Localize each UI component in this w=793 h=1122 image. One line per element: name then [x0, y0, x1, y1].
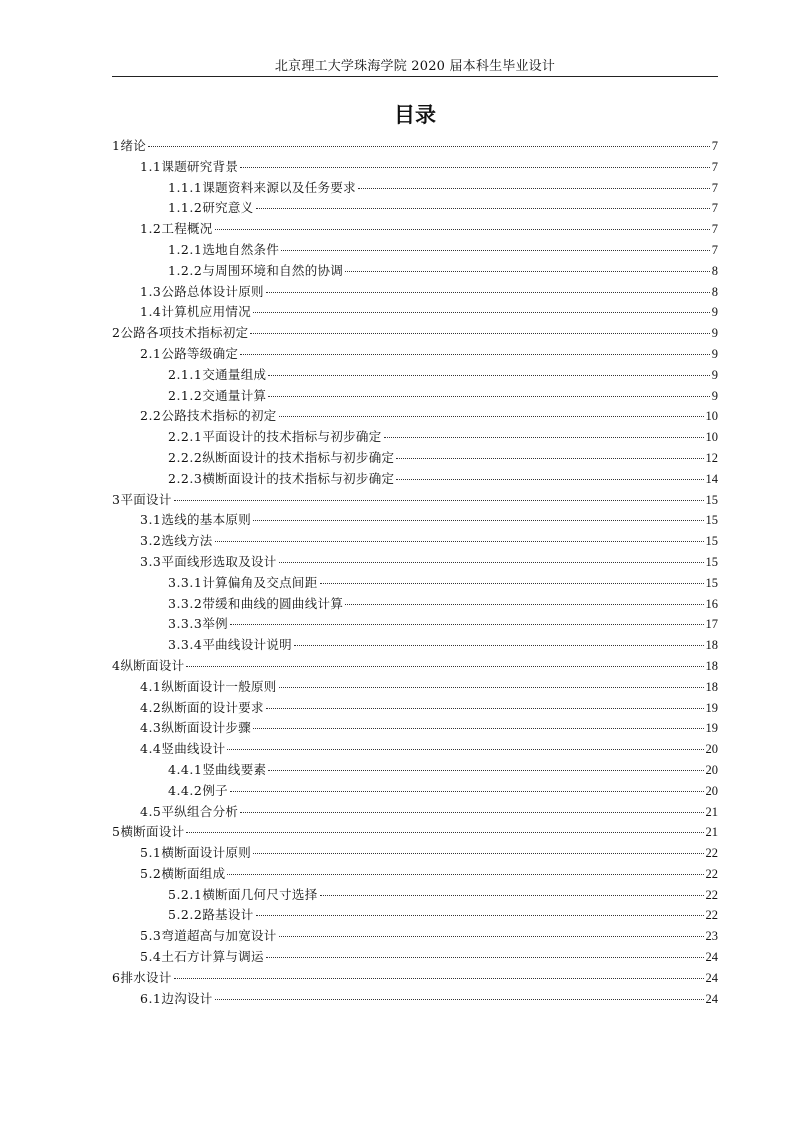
toc-entry[interactable]: [112, 635, 718, 656]
dot-leader: [256, 914, 704, 916]
dot-leader: [345, 270, 710, 272]
toc-entry-number: 5.2.1: [168, 886, 203, 902]
toc-entry-title: 绪论: [120, 138, 147, 153]
toc-entry-number: 1.2.1: [168, 241, 203, 257]
dot-leader: [396, 478, 703, 480]
toc-entry-page-number: 9: [711, 346, 718, 361]
toc-entry-title: 选地自然条件: [202, 241, 280, 257]
toc-entry-page-number: 9: [711, 326, 718, 341]
dot-leader: [266, 291, 710, 293]
toc-entry[interactable]: [112, 926, 718, 947]
toc-entry-title: 路基设计: [202, 907, 254, 923]
dot-leader: [148, 145, 710, 147]
toc-entry[interactable]: [112, 261, 718, 282]
toc-entry-page-number: 15: [705, 575, 718, 590]
toc-entry[interactable]: [112, 552, 718, 573]
toc-entry[interactable]: [112, 677, 718, 698]
toc-entry-number: 1.1.1: [168, 179, 203, 195]
toc-entry-page-number: 16: [705, 596, 718, 611]
dot-leader: [256, 207, 710, 209]
toc-entry-title: 选线的基本原则: [161, 512, 251, 528]
toc-entry-number: 4.3: [140, 720, 162, 736]
toc-entry[interactable]: [112, 573, 718, 594]
toc-entry-number: 2.2.3: [168, 470, 203, 486]
toc-entry-title: 选线方法: [161, 533, 213, 549]
toc-entry-number: 1.1: [140, 158, 162, 174]
dot-leader: [279, 935, 704, 937]
toc-entry-page-number: 7: [711, 180, 718, 195]
toc-entry-number: 5.3: [140, 928, 162, 944]
dot-leader: [396, 457, 703, 459]
toc-entry[interactable]: [112, 136, 718, 157]
toc-entry-page-number: 18: [705, 638, 718, 653]
toc-entry-title: 横断面组成: [161, 865, 226, 881]
dot-leader: [240, 166, 710, 168]
toc-entry-title: 横断面设计原则: [161, 845, 251, 861]
toc-entry-number: 3.3.2: [168, 595, 203, 611]
dot-leader: [253, 852, 704, 854]
toc-entry-number: 3.3: [140, 553, 162, 569]
toc-entry[interactable]: [112, 968, 718, 989]
toc-entry[interactable]: [112, 510, 718, 531]
toc-entry-title: 横断面设计的技术指标与初步确定: [202, 470, 395, 486]
dot-leader: [320, 582, 704, 584]
toc-entry-page-number: 19: [705, 700, 718, 715]
toc-entry[interactable]: [112, 386, 718, 407]
toc-entry-title: 交通量组成: [202, 366, 267, 382]
toc-entry-number: 3.3.4: [168, 637, 203, 653]
toc-entry-title: 工程概况: [161, 221, 213, 237]
toc-entry-number: 2.2.1: [168, 429, 203, 445]
dot-leader: [227, 873, 703, 875]
dot-leader: [240, 811, 703, 813]
toc-entry-number: 4.1: [140, 678, 162, 694]
toc-entry-number: 2.1: [140, 345, 162, 361]
toc-entry-number: 5.2.2: [168, 907, 203, 923]
dot-leader: [240, 353, 710, 355]
toc-title: 目录: [394, 103, 436, 127]
toc-entry-page-number: 22: [705, 887, 718, 902]
toc-entry[interactable]: [112, 219, 718, 240]
dot-leader: [279, 686, 704, 688]
toc-entry-number: 2: [112, 325, 121, 341]
toc-entry-title: 课题资料来源以及任务要求: [202, 179, 356, 195]
toc-entry-page-number: 7: [711, 159, 718, 174]
toc-entry[interactable]: [112, 490, 718, 511]
dot-leader: [250, 332, 709, 334]
toc-entry[interactable]: [112, 802, 718, 823]
toc-entry[interactable]: [112, 531, 718, 552]
toc-entry-title: 举例: [202, 616, 228, 632]
toc-entry-number: 3: [112, 491, 121, 507]
toc-entry-page-number: 8: [711, 263, 718, 278]
toc-entry-title: 弯道超高与加宽设计: [161, 928, 277, 944]
toc-entry-page-number: 10: [705, 409, 718, 424]
toc-entry-number: 3.3.3: [168, 616, 203, 632]
toc-entry-number: 1.2.2: [168, 262, 203, 278]
dot-leader: [186, 831, 703, 833]
dot-leader: [266, 956, 704, 958]
toc-entry-page-number: 15: [705, 534, 718, 549]
toc-entry-title: 竖曲线设计: [161, 741, 226, 757]
toc-entry-page-number: 24: [705, 970, 718, 985]
dot-leader: [174, 499, 704, 501]
toc-entry-number: 6: [112, 969, 121, 985]
toc-entry-page-number: 18: [705, 658, 718, 673]
toc-entry-page-number: 7: [711, 139, 718, 153]
dot-leader: [230, 623, 704, 625]
toc-entry-title: 平纵组合分析: [161, 803, 239, 819]
dot-leader: [266, 707, 704, 709]
toc-entry-title: 纵断面设计步骤: [161, 720, 251, 736]
table-of-contents: [112, 136, 718, 1009]
dot-leader: [345, 603, 703, 605]
toc-entry-page-number: 20: [705, 783, 718, 798]
toc-entry-title: 平曲线设计说明: [202, 637, 292, 653]
toc-entry-number: 5.1: [140, 845, 162, 861]
toc-entry-title: 公路各项技术指标初定: [120, 325, 249, 341]
toc-entry-title: 纵断面设计的技术指标与初步确定: [202, 449, 395, 465]
toc-entry-number: 1.4: [140, 304, 162, 320]
toc-entry-number: 2.2.2: [168, 449, 203, 465]
dot-leader: [279, 561, 704, 563]
toc-entry[interactable]: [112, 843, 718, 864]
toc-entry-number: 1.2: [140, 221, 162, 237]
toc-entry-page-number: 20: [705, 762, 718, 777]
toc-entry[interactable]: [112, 323, 718, 344]
toc-entry-page-number: 20: [705, 742, 718, 757]
toc-entry[interactable]: [112, 469, 718, 490]
toc-entry-title: 平面线形选取及设计: [161, 553, 277, 569]
header-rule: [112, 76, 718, 77]
toc-entry-page-number: 21: [705, 804, 718, 819]
dot-leader: [230, 790, 704, 792]
toc-entry[interactable]: [112, 365, 718, 386]
toc-entry-title: 横断面设计: [120, 824, 185, 840]
toc-entry[interactable]: [112, 614, 718, 635]
toc-entry-title: 纵断面的设计要求: [161, 699, 264, 715]
toc-entry-page-number: 19: [705, 721, 718, 736]
toc-entry-title: 横断面几何尺寸选择: [202, 886, 318, 902]
toc-entry[interactable]: [112, 157, 718, 178]
toc-entry-title: 竖曲线要素: [202, 761, 267, 777]
toc-entry[interactable]: [112, 344, 718, 365]
toc-entry-number: 2.1.1: [168, 366, 203, 382]
toc-entry-number: 5.2: [140, 865, 162, 881]
dot-leader: [215, 998, 704, 1000]
toc-entry-title: 交通量计算: [202, 387, 267, 403]
toc-entry[interactable]: [112, 656, 718, 677]
toc-entry-page-number: 7: [711, 242, 718, 257]
toc-entry-page-number: 22: [705, 908, 718, 923]
toc-entry-number: 3.1: [140, 512, 162, 528]
toc-entry-page-number: 15: [705, 513, 718, 528]
toc-entry-title: 计算偏角及交点间距: [202, 574, 318, 590]
toc-entry-page-number: 17: [705, 617, 718, 632]
toc-entry-title: 计算机应用情况: [161, 304, 251, 320]
toc-entry[interactable]: [112, 448, 718, 469]
toc-entry-title: 与周围环境和自然的协调: [202, 262, 344, 278]
toc-entry[interactable]: [112, 178, 718, 199]
toc-entry-page-number: 18: [705, 679, 718, 694]
toc-entry[interactable]: [112, 594, 718, 615]
dot-leader: [268, 395, 709, 397]
toc-entry-page-number: 24: [705, 991, 718, 1006]
toc-entry[interactable]: [112, 781, 718, 802]
toc-entry-page-number: 22: [705, 866, 718, 881]
toc-entry-page-number: 23: [705, 929, 718, 944]
dot-leader: [174, 977, 704, 979]
toc-entry-title: 课题研究背景: [161, 158, 239, 174]
dot-leader: [215, 540, 704, 542]
toc-entry-page-number: 7: [711, 201, 718, 216]
dot-leader: [253, 519, 704, 521]
toc-entry-number: 3.3.1: [168, 574, 203, 590]
toc-entry[interactable]: [112, 282, 718, 303]
toc-entry[interactable]: [112, 885, 718, 906]
toc-entry-page-number: 22: [705, 846, 718, 861]
toc-entry-title: 平面设计: [120, 491, 172, 507]
toc-entry-number: 4.4: [140, 741, 162, 757]
toc-entry-page-number: 7: [711, 222, 718, 237]
dot-leader: [358, 187, 710, 189]
toc-entry-title: 排水设计: [120, 969, 172, 985]
toc-entry-number: 1.3: [140, 283, 162, 299]
dot-leader: [186, 665, 703, 667]
toc-entry-title: 边沟设计: [161, 990, 213, 1006]
toc-entry[interactable]: [112, 947, 718, 968]
toc-entry-number: 5: [112, 824, 121, 840]
toc-entry[interactable]: [112, 718, 718, 739]
toc-entry-page-number: 9: [711, 367, 718, 382]
dot-leader: [294, 644, 704, 646]
toc-entry[interactable]: [112, 406, 718, 427]
toc-entry-title: 纵断面设计一般原则: [161, 678, 277, 694]
dot-leader: [320, 894, 704, 896]
toc-entry-number: 4: [112, 657, 121, 673]
page-header: 北京理工大学珠海学院 2020 届本科生毕业设计: [274, 59, 556, 74]
toc-entry-number: 3.2: [140, 533, 162, 549]
dot-leader: [215, 228, 710, 230]
toc-entry-title: 公路等级确定: [161, 345, 239, 361]
toc-entry-page-number: 15: [705, 554, 718, 569]
toc-entry-title: 研究意义: [202, 200, 254, 216]
toc-entry[interactable]: [112, 240, 718, 261]
toc-entry-page-number: 14: [705, 471, 718, 486]
toc-entry-page-number: 15: [705, 492, 718, 507]
toc-entry-number: 2.1.2: [168, 387, 203, 403]
dot-leader: [268, 374, 709, 376]
toc-entry[interactable]: [112, 989, 718, 1010]
toc-entry-page-number: 8: [711, 284, 718, 299]
toc-entry-number: 1: [112, 138, 121, 153]
toc-entry-title: 公路技术指标的初定: [161, 408, 277, 424]
dot-leader: [227, 748, 703, 750]
toc-entry-title: 公路总体设计原则: [161, 283, 264, 299]
toc-entry-page-number: 24: [705, 950, 718, 965]
toc-entry-page-number: 12: [705, 450, 718, 465]
toc-entry-number: 4.4.2: [168, 782, 203, 798]
toc-entry-number: 5.4: [140, 949, 162, 965]
dot-leader: [268, 769, 703, 771]
toc-entry-title: 纵断面设计: [120, 657, 185, 673]
toc-entry-number: 6.1: [140, 990, 162, 1006]
dot-leader: [281, 249, 710, 251]
toc-entry-number: 4.4.1: [168, 761, 203, 777]
dot-leader: [253, 311, 710, 313]
toc-entry[interactable]: [112, 302, 718, 323]
dot-leader: [384, 436, 704, 438]
toc-entry-number: 2.2: [140, 408, 162, 424]
toc-entry-page-number: 9: [711, 388, 718, 403]
toc-entry[interactable]: [112, 760, 718, 781]
toc-entry[interactable]: [112, 822, 718, 843]
toc-entry-number: 4.5: [140, 803, 162, 819]
toc-entry-title: 土石方计算与调运: [161, 949, 264, 965]
toc-entry-page-number: 10: [705, 430, 718, 445]
dot-leader: [279, 415, 704, 417]
toc-entry-title: 平面设计的技术指标与初步确定: [202, 429, 382, 445]
toc-entry-title: 例子: [202, 782, 228, 798]
toc-entry[interactable]: [112, 198, 718, 219]
toc-entry[interactable]: [112, 739, 718, 760]
toc-entry-title: 带缓和曲线的圆曲线计算: [202, 595, 344, 611]
toc-entry-number: 4.2: [140, 699, 162, 715]
toc-entry-page-number: 21: [705, 825, 718, 840]
toc-entry[interactable]: [112, 905, 718, 926]
toc-entry[interactable]: [112, 864, 718, 885]
dot-leader: [253, 727, 704, 729]
toc-entry-page-number: 9: [711, 305, 718, 320]
toc-entry[interactable]: [112, 698, 718, 719]
toc-entry[interactable]: [112, 427, 718, 448]
toc-entry-number: 1.1.2: [168, 200, 203, 216]
